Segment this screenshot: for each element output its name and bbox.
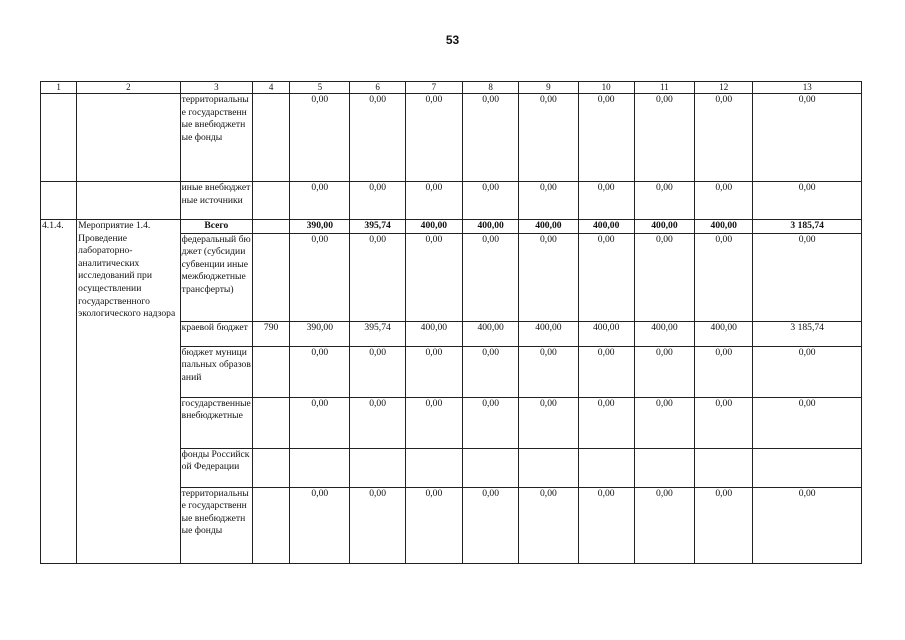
column-header: 2 [77, 82, 181, 94]
value-cell: 390,00 [290, 321, 350, 346]
value-cell: 0,00 [753, 346, 862, 397]
column-header: 8 [463, 82, 519, 94]
value-cell: 0,00 [463, 487, 519, 563]
value-cell: 0,00 [578, 182, 634, 220]
funding-source-cell: краевой бюджет [180, 321, 252, 346]
value-cell: 0,00 [405, 487, 462, 563]
value-cell: 0,00 [578, 233, 634, 321]
value-cell: 0,00 [695, 487, 753, 563]
code-cell: 790 [253, 321, 290, 346]
value-cell: 395,74 [350, 321, 405, 346]
value-cell: 0,00 [350, 233, 405, 321]
value-cell: 400,00 [578, 220, 634, 234]
value-cell: 0,00 [350, 487, 405, 563]
column-header: 1 [41, 82, 77, 94]
budget-table [40, 81, 862, 564]
value-cell: 0,00 [290, 233, 350, 321]
value-cell: 0,00 [519, 346, 578, 397]
funding-source-cell: иные внебюджетные источники [180, 182, 252, 220]
value-cell: 400,00 [463, 220, 519, 234]
code-cell [253, 346, 290, 397]
value-cell: 0,00 [405, 94, 462, 182]
value-cell: 395,74 [350, 220, 405, 234]
funding-source-cell: Всего [180, 220, 252, 234]
value-cell: 0,00 [405, 182, 462, 220]
value-cell: 0,00 [578, 397, 634, 448]
value-cell: 0,00 [463, 233, 519, 321]
measure-name-cell [77, 182, 181, 220]
value-cell: 400,00 [578, 321, 634, 346]
funding-source-cell: федеральный бюджет (субсидии субвенции иные межбюджетные трансферты) [180, 233, 252, 321]
table-row [41, 94, 862, 182]
value-cell: 400,00 [405, 321, 462, 346]
value-cell: 0,00 [350, 346, 405, 397]
row-number-cell: 4.1.4. [41, 220, 77, 564]
page-number: 53 [445, 33, 460, 47]
value-cell [405, 448, 462, 487]
measure-name-cell [77, 94, 181, 182]
value-cell: 390,00 [290, 220, 350, 234]
row-number-cell [41, 182, 77, 220]
column-header: 13 [753, 82, 862, 94]
value-cell: 400,00 [519, 220, 578, 234]
value-cell: 0,00 [519, 94, 578, 182]
code-cell [253, 233, 290, 321]
column-number-row [41, 82, 862, 94]
value-cell [695, 448, 753, 487]
value-cell: 0,00 [695, 94, 753, 182]
value-cell: 0,00 [350, 94, 405, 182]
column-header: 9 [519, 82, 578, 94]
value-cell: 0,00 [463, 94, 519, 182]
funding-source-cell: территориальные государственные внебюджетные фонды [180, 487, 252, 563]
value-cell: 0,00 [753, 233, 862, 321]
value-cell: 0,00 [695, 346, 753, 397]
value-cell: 0,00 [405, 233, 462, 321]
code-cell [253, 448, 290, 487]
table-row [41, 220, 862, 234]
value-cell: 0,00 [350, 397, 405, 448]
value-cell: 0,00 [290, 346, 350, 397]
value-cell: 0,00 [350, 182, 405, 220]
value-cell: 0,00 [463, 182, 519, 220]
value-cell [350, 448, 405, 487]
value-cell: 0,00 [463, 346, 519, 397]
value-cell: 400,00 [695, 321, 753, 346]
value-cell [634, 448, 694, 487]
value-cell: 0,00 [405, 346, 462, 397]
code-cell [253, 397, 290, 448]
column-header: 12 [695, 82, 753, 94]
value-cell: 0,00 [290, 397, 350, 448]
column-header: 7 [405, 82, 462, 94]
value-cell [519, 448, 578, 487]
funding-source-cell: государственные внебюджетные [180, 397, 252, 448]
column-header: 4 [253, 82, 290, 94]
value-cell: 0,00 [634, 397, 694, 448]
funding-source-cell: бюджет муниципальных образований [180, 346, 252, 397]
value-cell: 400,00 [695, 220, 753, 234]
value-cell: 3 185,74 [753, 321, 862, 346]
value-cell: 0,00 [578, 94, 634, 182]
value-cell: 0,00 [634, 94, 694, 182]
value-cell: 400,00 [634, 321, 694, 346]
value-cell: 0,00 [290, 94, 350, 182]
value-cell: 0,00 [519, 397, 578, 448]
value-cell: 400,00 [519, 321, 578, 346]
value-cell: 0,00 [634, 487, 694, 563]
value-cell: 400,00 [634, 220, 694, 234]
measure-name-cell: Мероприятие 1.4. Проведение лабораторно-аналитических исследований при осуществлении государственного экологического надзора [77, 220, 181, 564]
value-cell: 0,00 [753, 182, 862, 220]
value-cell: 3 185,74 [753, 220, 862, 234]
value-cell [753, 448, 862, 487]
code-cell [253, 487, 290, 563]
column-header: 11 [634, 82, 694, 94]
column-header: 10 [578, 82, 634, 94]
value-cell [290, 448, 350, 487]
value-cell: 0,00 [290, 487, 350, 563]
value-cell: 0,00 [695, 182, 753, 220]
funding-source-cell: территориальные государственные внебюджетные фонды [180, 94, 252, 182]
value-cell: 0,00 [578, 487, 634, 563]
value-cell: 0,00 [634, 233, 694, 321]
value-cell: 0,00 [634, 346, 694, 397]
column-header: 6 [350, 82, 405, 94]
value-cell: 0,00 [695, 397, 753, 448]
value-cell: 0,00 [463, 397, 519, 448]
column-header: 5 [290, 82, 350, 94]
code-cell [253, 94, 290, 182]
value-cell: 0,00 [753, 397, 862, 448]
code-cell [253, 220, 290, 234]
value-cell: 0,00 [634, 182, 694, 220]
value-cell [463, 448, 519, 487]
value-cell: 0,00 [519, 487, 578, 563]
value-cell: 0,00 [519, 233, 578, 321]
value-cell: 0,00 [753, 487, 862, 563]
value-cell: 0,00 [695, 233, 753, 321]
value-cell: 400,00 [463, 321, 519, 346]
value-cell: 0,00 [290, 182, 350, 220]
value-cell [578, 448, 634, 487]
value-cell: 0,00 [578, 346, 634, 397]
value-cell: 0,00 [405, 397, 462, 448]
column-header: 3 [180, 82, 252, 94]
funding-source-cell: фонды Российской Федерации [180, 448, 252, 487]
code-cell [253, 182, 290, 220]
value-cell: 0,00 [519, 182, 578, 220]
table-row [41, 182, 862, 220]
value-cell: 0,00 [753, 94, 862, 182]
row-number-cell [41, 94, 77, 182]
value-cell: 400,00 [405, 220, 462, 234]
